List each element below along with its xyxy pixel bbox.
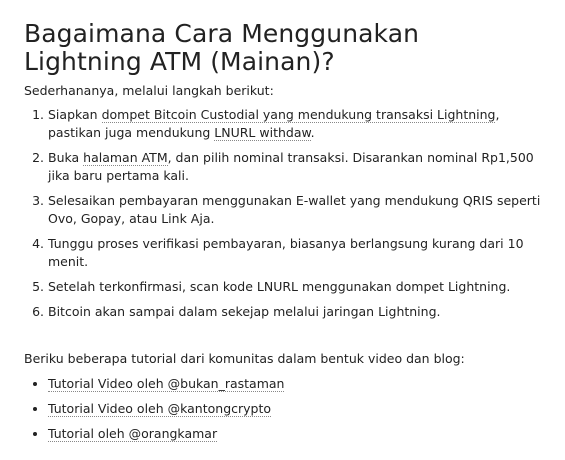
steps-intro: Sederhananya, melalui langkah berikut: xyxy=(24,83,274,98)
tutorial-item xyxy=(48,375,541,393)
step-2-pre: Buka xyxy=(48,150,84,165)
steps-list xyxy=(24,106,541,321)
atm-page-link[interactable]: halaman ATM xyxy=(83,150,168,165)
page-title: Bagaimana Cara Menggunakan Lightning ATM (Mainan)? xyxy=(24,19,420,76)
step-2-post: , dan pilih nominal transaksi. Disarankan nominal Rp1,500 jika baru pertama kali. xyxy=(48,150,534,183)
step-item-3: 3. Selesaikan pembayaran menggunakan E-wallet yang mendukung QRIS seperti Ovo, Gopay, atau Link Aja. xyxy=(48,192,541,228)
custodial-wallet-link[interactable]: dompet Bitcoin Custodial yang mendukung transaksi Lightning xyxy=(101,107,496,122)
step-item-2 xyxy=(48,149,541,185)
tutorials-list xyxy=(24,375,541,443)
tutorial-link-orangkamar[interactable]: Tutorial oleh @orangkamar xyxy=(48,426,218,441)
step-item-1 xyxy=(48,106,541,142)
tutorial-item xyxy=(48,425,541,443)
step-1-mid: , pastikan juga mendukung xyxy=(48,107,500,140)
step-1-post: . xyxy=(310,125,315,140)
step-item-5: 5. Setelah terkonfirmasi, scan kode LNURL menggunakan dompet Lightning. xyxy=(48,278,541,296)
step-item-6: 6. Bitcoin akan sampai dalam sekejap melalui jaringan Lightning. xyxy=(48,303,541,321)
step-1-pre: Siapkan xyxy=(48,107,102,122)
tutorial-link-kantongcrypto[interactable]: Tutorial Video oleh @kantongcrypto xyxy=(48,401,272,416)
tutorials-intro: Beriku beberapa tutorial dari komunitas dalam bentuk video dan blog: xyxy=(24,351,465,366)
step-item-4: 4. Tunggu proses verifikasi pembayaran, biasanya berlangsung kurang dari 10 menit. xyxy=(48,235,541,271)
section-spacer xyxy=(24,328,541,350)
tutorial-item xyxy=(48,400,541,418)
lnurl-withdraw-link[interactable]: LNURL withdaw xyxy=(214,125,311,140)
tutorial-link-bukan-rastaman[interactable]: Tutorial Video oleh @bukan_rastaman xyxy=(48,376,285,391)
